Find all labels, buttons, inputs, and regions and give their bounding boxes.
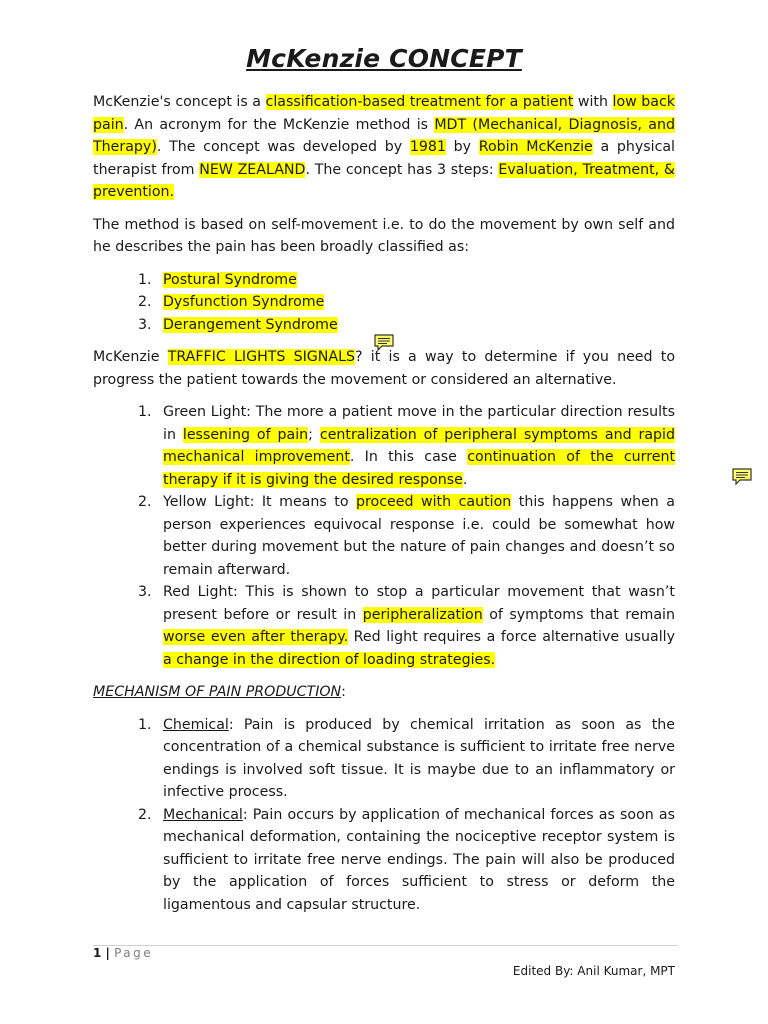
list-number: 2. (138, 294, 152, 310)
list-item (93, 269, 675, 292)
text-run: . In this case (349, 449, 468, 465)
text-run: McKenzie's concept is a (93, 94, 266, 110)
text-run: Green Light: The more a patient move in the particular direction results in (163, 404, 675, 443)
text-run: : (341, 684, 346, 700)
intro-paragraph (93, 91, 675, 204)
mechanism-heading (93, 681, 675, 704)
document-body (93, 91, 675, 916)
editor-credit: Edited By: Anil Kumar, MPT (512, 964, 675, 978)
list-number: 1. (138, 271, 152, 288)
text-run: by (445, 139, 479, 155)
list-number: 1. (138, 716, 152, 733)
highlighted-text: a change in the direction of loading strategies. (163, 651, 496, 668)
green-light-item (93, 401, 675, 491)
highlighted-text: MDT (Mechanical, Diagnosis, and Therapy) (93, 116, 675, 155)
list-item (93, 291, 675, 314)
section-heading: MECHANISM OF PAIN PRODUCTION (93, 684, 342, 700)
list-number: 1. (138, 404, 152, 420)
comment-icon[interactable] (731, 468, 753, 486)
page-title: McKenzie CONCEPT (246, 44, 522, 73)
page-number-value: 1 (93, 946, 102, 960)
text-run: . The concept has 3 steps: (305, 161, 499, 178)
highlighted-text: low back pain (93, 94, 676, 133)
text-run: a physical therapist from (93, 139, 675, 178)
text-run: : Pain occurs by application of mechanical forces as soon as mechanical deformation, containing the nociceptive receptor system is sufficient to irritate free nerve endings. The pain will also be produced by the application of forces sufficient to stress or deform the ligamentous and capsular structure. (163, 806, 675, 913)
list-number: 3. (138, 316, 152, 333)
syndrome-label: Derangement Syndrome (163, 316, 338, 333)
text-run: . (462, 471, 468, 488)
highlighted-text: worse even after therapy. (163, 629, 349, 645)
text-run: with (573, 94, 613, 110)
text-run: of symptoms that remain (482, 606, 675, 623)
list-number: 3. (138, 584, 152, 600)
highlighted-text: classification-based treatment for a patient (265, 94, 574, 110)
highlighted-text: peripheralization (362, 606, 483, 623)
page-word: Page (114, 946, 154, 960)
page-number (93, 946, 153, 960)
list-item (93, 314, 675, 337)
footer-divider (93, 945, 678, 946)
list-item (93, 804, 675, 917)
highlighted-text: proceed with caution (356, 494, 512, 510)
traffic-paragraph (93, 346, 675, 391)
text-run: . The concept was developed by (156, 139, 410, 155)
mechanism-list (93, 714, 675, 917)
list-number: 2. (138, 494, 152, 510)
highlighted-text: lessening of pain (182, 426, 309, 443)
syndrome-label: Postural Syndrome (163, 271, 297, 288)
highlighted-text: NEW ZEALAND (199, 161, 306, 178)
text-run: ? it is a way to determine if you need to progress the patient towards the movement or considered an alternative. (93, 349, 675, 388)
page-separator: | (101, 946, 115, 960)
highlighted-text: 1981 (409, 139, 446, 155)
list-number: 2. (138, 806, 152, 823)
text-run: this happens when a person experiences equivocal response i.e. could be somewhat how better during movement but the nature of pain changes and doesn’t so remain afterward. (163, 494, 675, 578)
highlighted-text: TRAFFIC LIGHTS SIGNALS (167, 349, 356, 365)
highlighted-text: Evaluation, Treatment, & prevention. (93, 161, 675, 200)
text-run: ; (308, 426, 320, 443)
text-run: McKenzie (93, 349, 168, 365)
term-label: Mechanical (163, 806, 243, 823)
highlighted-text: centralization of peripheral symptoms and rapid mechanical improvement (163, 426, 675, 465)
yellow-light-item (93, 491, 675, 581)
traffic-light-list (93, 401, 675, 671)
list-item (93, 714, 675, 804)
comment-icon[interactable] (373, 334, 395, 352)
term-label: Chemical (163, 716, 229, 733)
red-light-item (93, 581, 675, 671)
text-run: : Pain is produced by chemical irritation as soon as the concentration of a chemical substance is sufficient to irritate free nerve endings is involved soft tissue. It is maybe due to an inflammatory or infective process. (163, 716, 675, 800)
method-paragraph: The method is based on self-movement i.e. to do the movement by own self and he describes the pain has been broadly classified as: (93, 216, 675, 255)
text-run: Red light requires a force alternative usually (348, 629, 675, 645)
text-run: Red Light: This is shown to stop a particular movement that wasn’t present before or result in (163, 584, 675, 623)
syndrome-label: Dysfunction Syndrome (163, 294, 325, 310)
highlighted-text: continuation of the current therapy if it is giving the desired response (163, 449, 676, 488)
text-run: Yellow Light: It means to (163, 494, 357, 510)
text-run: . An acronym for the McKenzie method is (123, 116, 435, 133)
syndrome-list (93, 269, 675, 337)
highlighted-text: Robin McKenzie (478, 139, 593, 155)
